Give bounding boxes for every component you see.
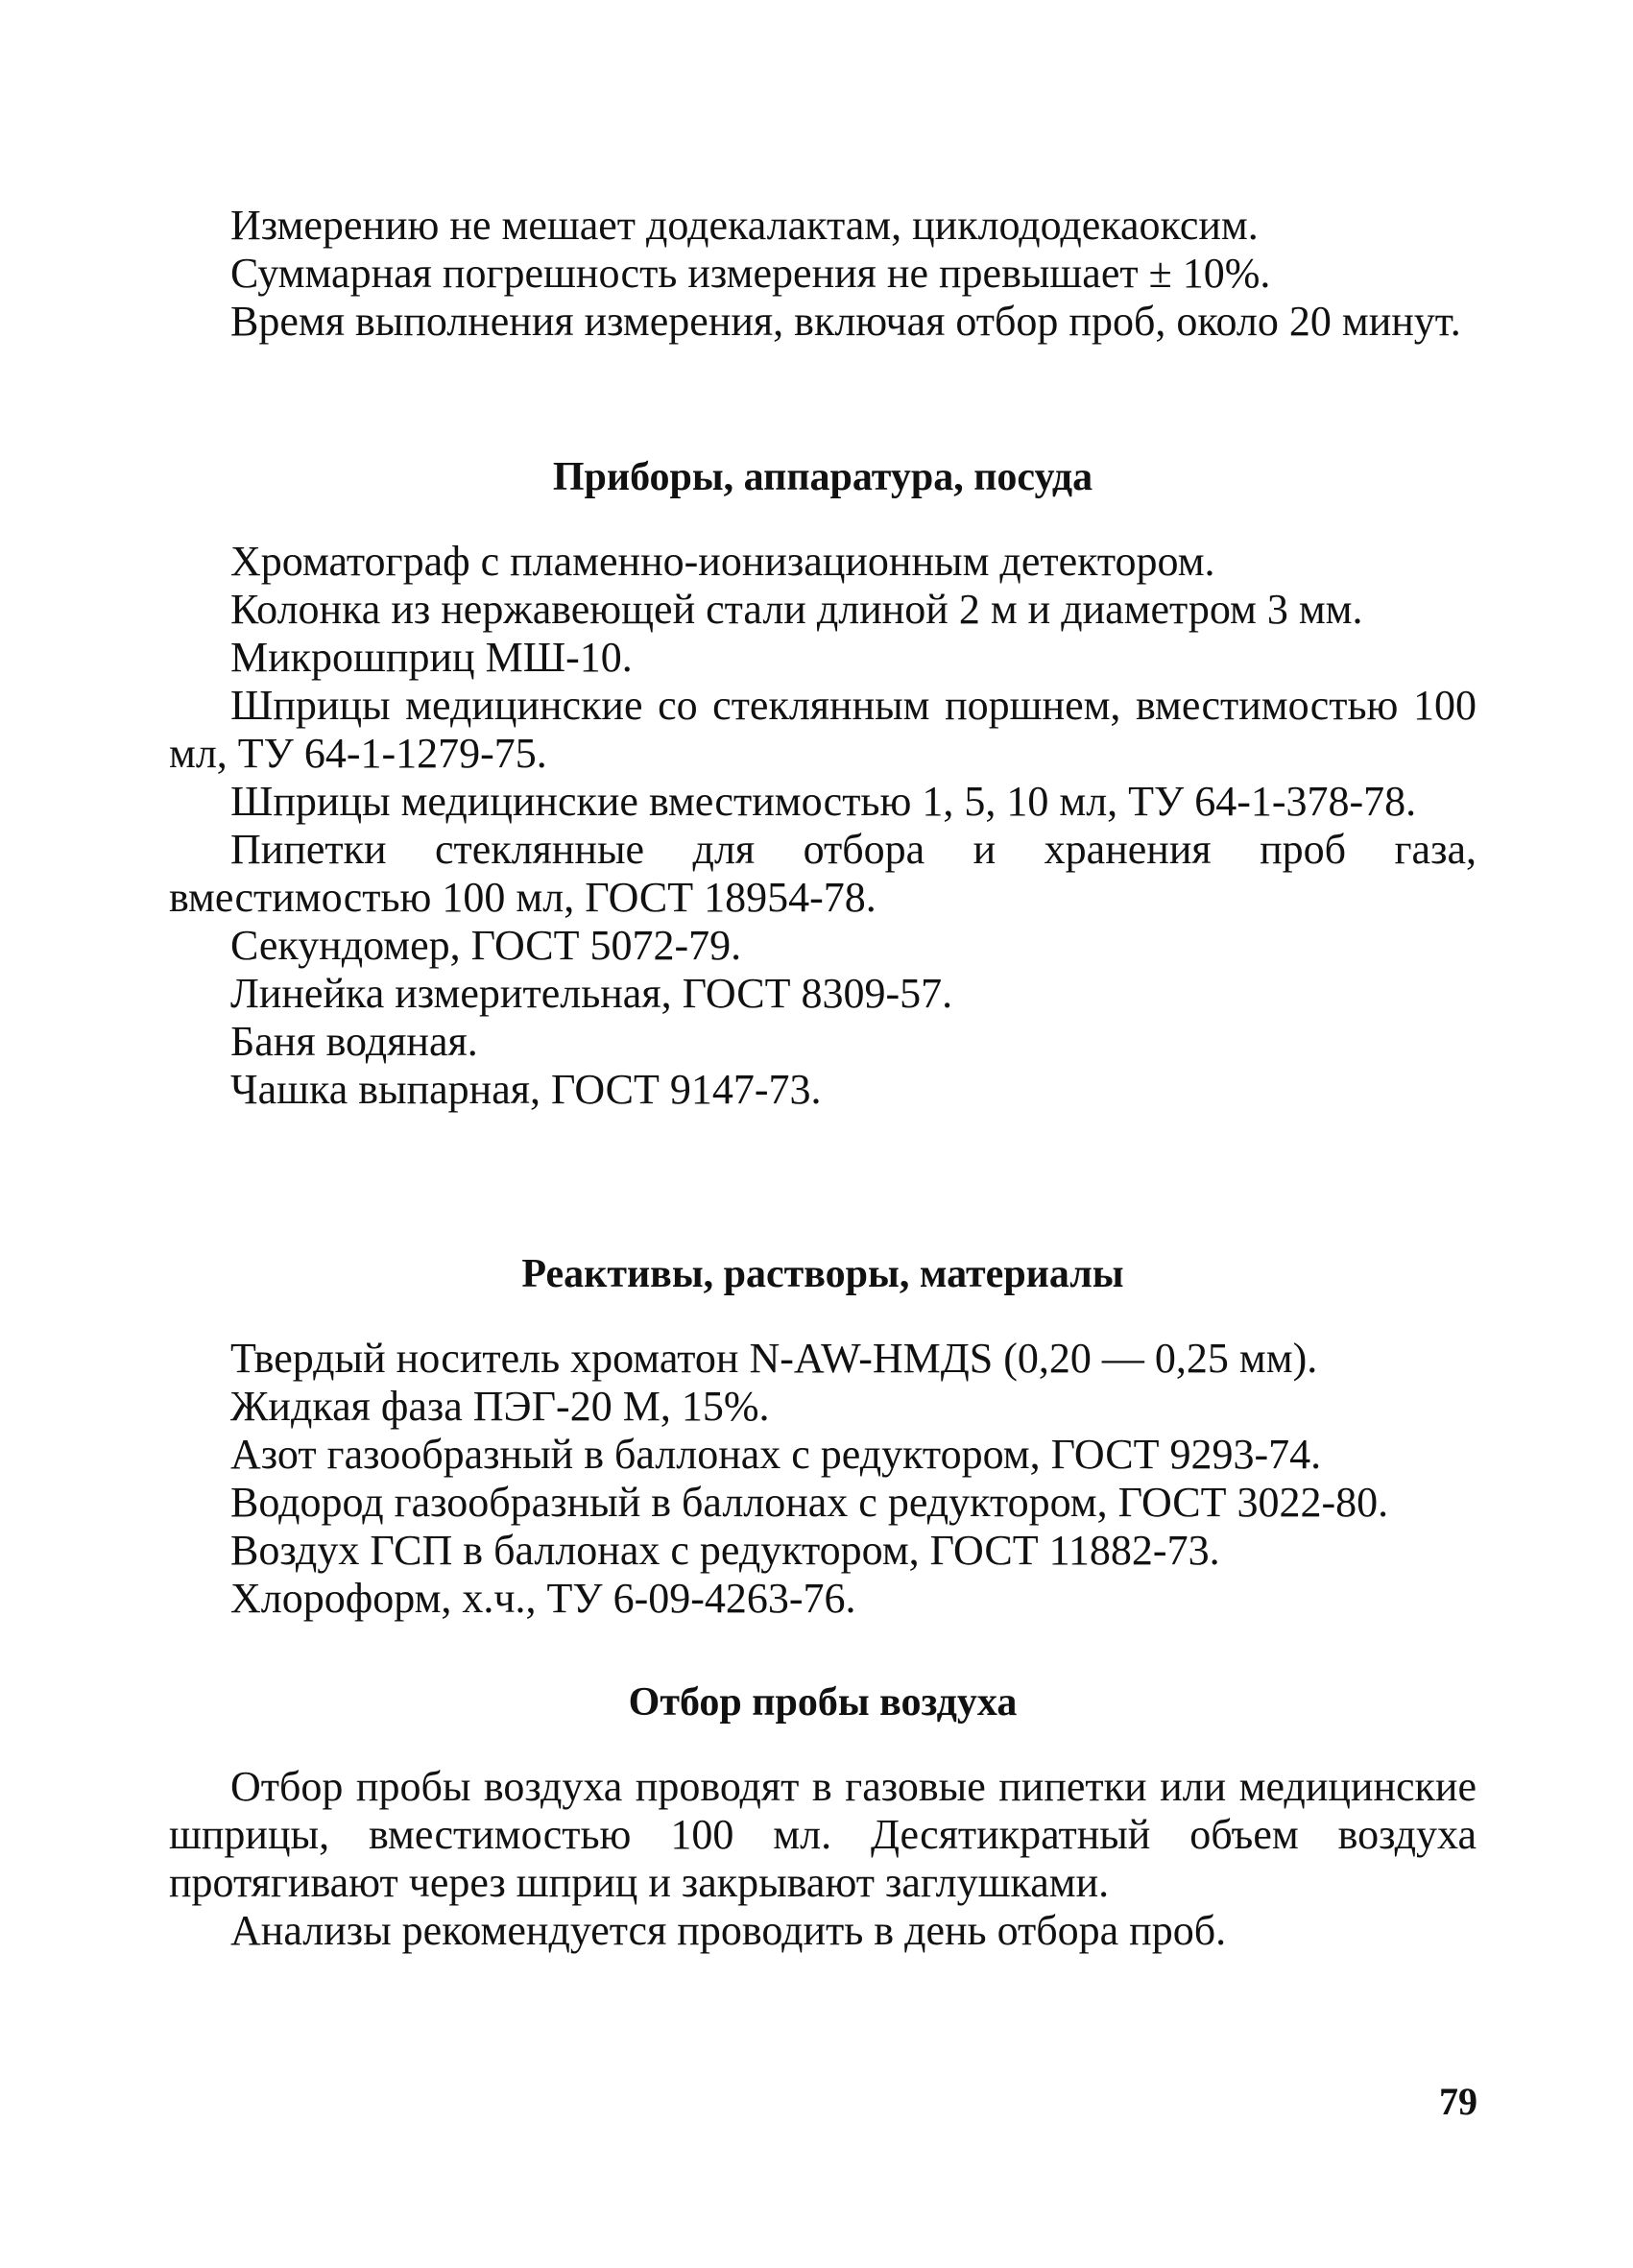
equipment-item: Баня водяная. [230, 1018, 478, 1065]
reagent-item: Жидкая фаза ПЭГ-20 М, 15%. [230, 1383, 770, 1430]
intro-block [169, 202, 1477, 346]
intro-paragraph-1: Измерению не мешает додекалактам, циклододекаоксим. [230, 202, 1259, 249]
equipment-item: Микрошприц МШ-10. [230, 634, 633, 681]
reagent-item: Хлороформ, х.ч., ТУ 6-09-4263-76. [230, 1575, 856, 1622]
reagent-item: Водород газообразный в баллонах с редуктором, ГОСТ 3022-80. [230, 1479, 1389, 1526]
equipment-item: Секундомер, ГОСТ 5072-79. [230, 922, 742, 969]
equipment-item: Шприцы медицинские со стеклянным поршнем, вместимостью 100 мл, ТУ 64-1-1279-75. [169, 682, 1477, 777]
equipment-list [169, 538, 1477, 1114]
reagent-item: Твердый носитель хроматон N-AW-HMДS (0,20 — 0,25 мм). [230, 1335, 1318, 1382]
reagents-list [169, 1335, 1477, 1623]
reagent-item: Воздух ГСП в баллонах с редуктором, ГОСТ 11882-73. [230, 1527, 1220, 1574]
sampling-paragraph-2: Анализы рекомендуется проводить в день отбора проб. [230, 1907, 1227, 1954]
intro-paragraph-2: Суммарная погрешность измерения не превышает ± 10%. [230, 250, 1271, 297]
section-heading-sampling: Отбор пробы воздуха [628, 1680, 1018, 1725]
page-number: 79 [1439, 2080, 1477, 2123]
reagent-item: Азот газообразный в баллонах с редуктором, ГОСТ 9293-74. [230, 1431, 1322, 1478]
equipment-item: Шприцы медицинские вместимостью 1, 5, 10 мл, ТУ 64-1-378-78. [230, 778, 1417, 825]
intro-paragraph-3: Время выполнения измерения, включая отбор проб, около 20 минут. [230, 298, 1461, 345]
equipment-item: Хроматограф с пламенно-ионизационным детектором. [230, 538, 1215, 585]
section-heading-equipment: Приборы, аппаратура, посуда [552, 455, 1093, 499]
section-heading-reagents: Реактивы, растворы, материалы [521, 1252, 1124, 1296]
equipment-item: Пипетки стеклянные для отбора и хранения проб газа, вместимостью 100 мл, ГОСТ 18954-78. [169, 826, 1477, 921]
sampling-paragraph-1: Отбор пробы воздуха проводят в газовые пипетки или медицинские шприцы, вместимостью 100 мл. Десятикратный объем воздуха протягивают через шприц и закрывают заглушками. [169, 1763, 1477, 1906]
equipment-item: Линейка измерительная, ГОСТ 8309-57. [230, 970, 953, 1017]
equipment-item: Чашка выпарная, ГОСТ 9147-73. [230, 1066, 822, 1113]
equipment-item: Колонка из нержавеющей стали длиной 2 м и диаметром 3 мм. [230, 586, 1363, 633]
sampling-block [169, 1763, 1477, 1955]
